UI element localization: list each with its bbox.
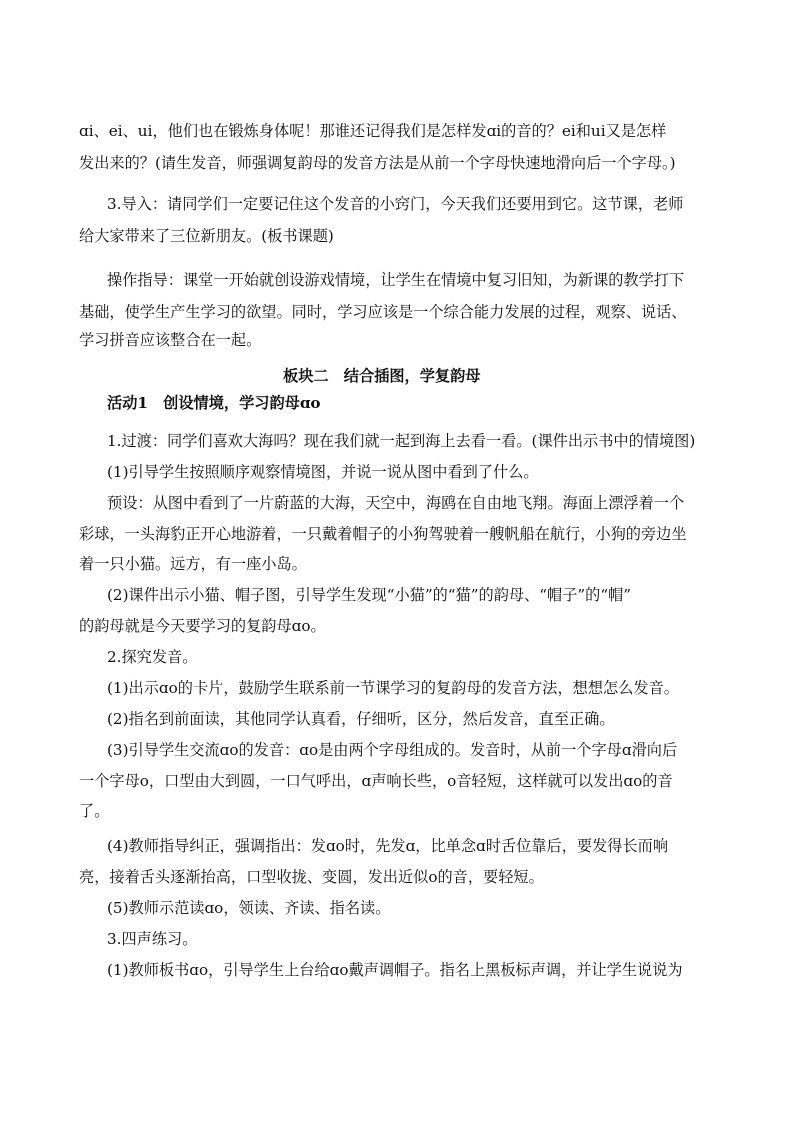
document-page: ɑi、ei、ui，他们也在锻炼身体呢！那谁还记得我们是怎样发ɑi的音的？ei和ui又是怎样 发出来的？(请生发音，师强调复韵母的发音方法是从前一个字母快速地滑向后一个字母。) 3.导入：请同学们一定要记住这个发音的小窍门，今天我们还要用到它。这节课，老师 给大家带来了三位新朋友。(板书课题) 操作指导：课堂一开始就创设游戏情境，让学生在情境中复习旧知，为新课的教学打下 基础，使学生产生学习的欲望。同时，学习应该是一个综合能力发展的过程，观察、说话、 学习拼音应该整合在一起。 板块二 结合插图，学复韵母 活动1 创设情境，学习韵母ɑo 1.过渡：同学们喜欢大海吗？现在我们就一起到海上去看一看。(课件出示书中的情境图) (1)引导学生按照顺序观察情境图，并说一说从图中看到了什么。 预设：从图中看到了一片蔚蓝的大海，天空中，海鸥在自由地飞翔。海面上漂浮着一个 彩球，一头海豹正开心地游着，一只戴着帽子的小狗驾驶着一艘帆船在航行，小狗的旁边坐 着一只小猫。远方，有一座小岛。 (2)课件出示小猫、帽子图，引导学生发现“小猫”的“猫”的韵母、“帽子”的“帽” 的韵母就是今天要学习的复韵母ɑo。 2.探究发音。 (1)出示ɑo的卡片，鼓励学生联系前一节课学习的复韵母的发音方法，想想怎么发音。 (2)指名到前面读，其他同学认真看，仔细听，区分，然后发音，直至正确。 (3)引导学生交流ɑo的发音：ɑo是由两个字母组成的。发音时，从前一个字母ɑ滑向后 一个字母o，口型由大到圆，一口气呼出，ɑ声响长些，o音轻短，这样就可以发出ɑo的音 了。 (4)教师指导纠正，强调指出：发ɑo时，先发ɑ，比单念ɑ时舌位靠后，要发得长而响 亮，接着舌头逐渐抬高，口型收拢、变圆，发出近似o的音，要轻短。 (5)教师示范读ɑo，领读、齐读、指名读。 3.四声练习。 (1)教师板书ɑo，引导学生上台给ɑo戴声调帽子。指名上黑板标声调，并让学生说说为 — [79, 122, 696, 979]
